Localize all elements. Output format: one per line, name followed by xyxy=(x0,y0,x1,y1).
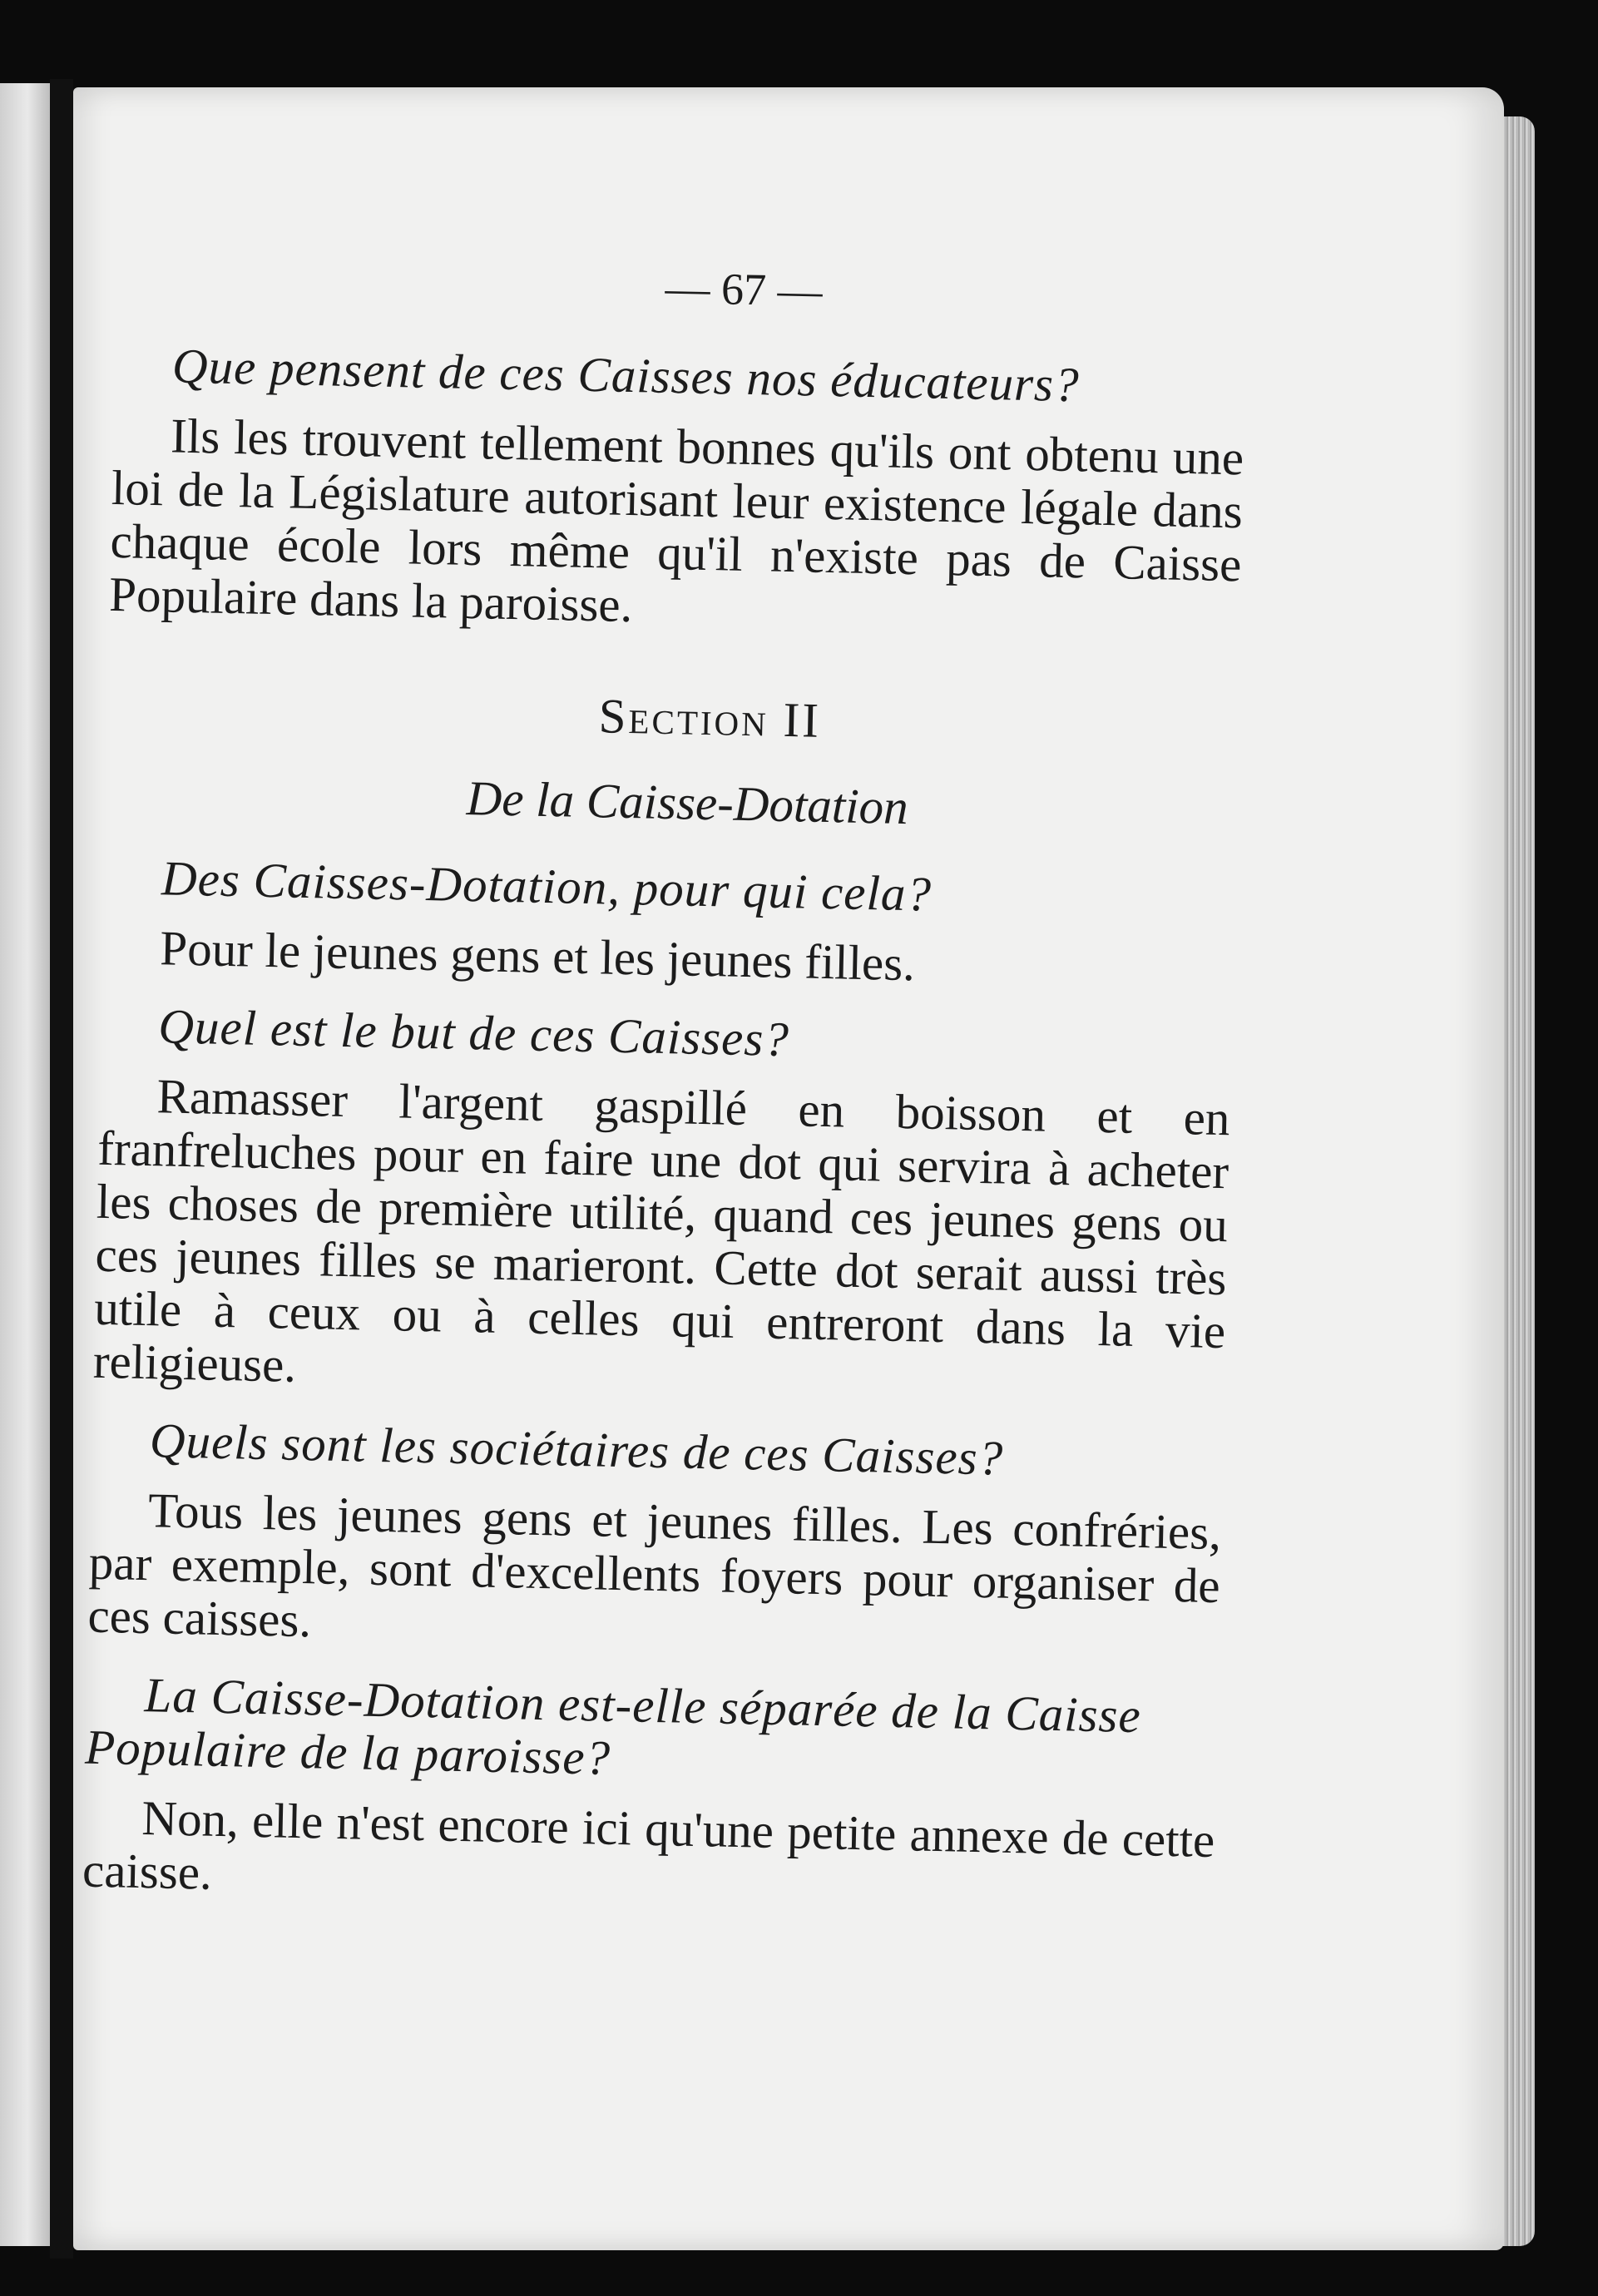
question-separee: La Caisse-Dotation est-elle séparée de la Caisse Populaire de la paroisse? xyxy=(84,1667,1142,1785)
question-educateurs: Que pensent de ces Caisses nos éducateurs? xyxy=(171,338,1081,413)
left-page-edge xyxy=(0,83,50,2246)
answer-societaires: Tous les jeunes gens et jeunes filles. Les confréries, par exemple, sont d'excellents foyers pour organiser de ces caisses. xyxy=(87,1482,1222,1648)
answer-separee: Non, elle n'est encore ici qu'une petite annexe de cette caisse. xyxy=(82,1790,1215,1900)
answer-educateurs: Ils les trouvent tellement bonnes qu'ils ont obtenu une loi de la Législature autorisant leur existence légale dans chaque école lors même qu'il n'existe pas de Caisse Populaire dans la paroisse. xyxy=(108,408,1244,633)
section-subtitle: De la Caisse-Dotation xyxy=(466,769,909,835)
page-number: — 67 — xyxy=(665,262,824,316)
answer-but: Ramasser l'argent gaspillé en boisson et en franfreluches pour en faire une dot qui servira à acheter les choses de première utilité, quand ces jeunes gens ou ces jeunes filles se marieront. Cette dot serait aussi très utile à ceux ou à celles qui entreront dans la vie religieuse. xyxy=(92,1068,1231,1393)
book-gutter xyxy=(50,79,73,2259)
question-societaires: Quels sont les sociétaires de ces Caisses? xyxy=(149,1413,1004,1486)
question-pour-qui: Des Caisses-Dotation, pour qui cela? xyxy=(161,850,933,922)
section-heading: Section II xyxy=(598,688,822,748)
page-text xyxy=(82,250,1248,1945)
answer-pour-qui: Pour le jeunes gens et les jeunes filles. xyxy=(159,920,916,992)
question-but: Quel est le but de ces Caisses? xyxy=(157,998,790,1067)
